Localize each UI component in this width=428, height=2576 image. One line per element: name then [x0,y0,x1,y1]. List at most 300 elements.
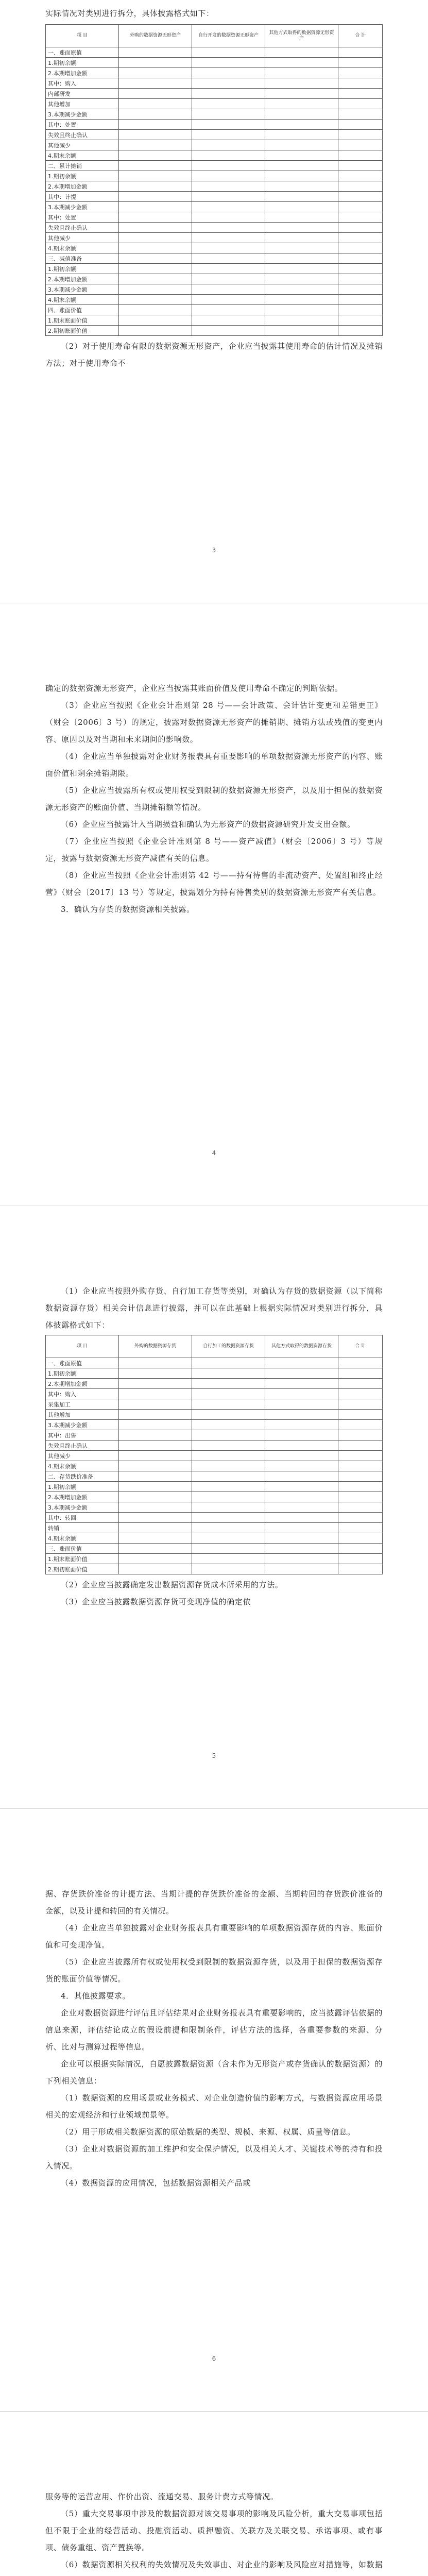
table-cell [338,1430,383,1440]
table-cell [119,1471,192,1482]
body-paragraph: （2）企业应当披露确定发出数据资源存货成本所采用的方法。 [61,1580,283,1589]
table-header-cell: 外购的数据资源存货 [119,1335,192,1358]
table-cell [338,1358,383,1368]
table-cell [192,192,265,202]
table-cell [265,243,338,253]
table-header-cell: 自行开发的数据资源无形资产 [192,25,265,47]
table-cell [192,295,265,305]
table-cell [192,243,265,253]
table-cell [192,1430,265,1440]
table-cell [119,243,192,253]
body-paragraph: （5）企业应当披露所有权或使用权受到限制的数据资源存货，以及用于担保的数据资源存货的账面价值等情况。 [45,1957,383,1984]
table-cell [192,305,265,315]
table-row [46,171,383,181]
table-cell [265,295,338,305]
table-row [46,1523,383,1533]
table-body [46,1358,383,1574]
table-cell [192,1492,265,1502]
table-cell [338,89,383,99]
table-cell [119,1379,192,1389]
table-header-row [46,25,383,47]
table-cell [265,1420,338,1430]
page-divider [0,1808,428,1809]
table-cell [119,171,192,181]
table-cell [338,99,383,109]
body-paragraph: （6）数据资源相关权利的失效情况及失效事由、对企业的影响及风险应对措施等，如数据 [61,2560,383,2569]
table-cell [265,1389,338,1399]
table-cell [119,1554,192,1564]
table-cell [119,305,192,315]
table-cell [265,1471,338,1482]
row-label: 其中：转回 [46,1513,119,1523]
table-cell [265,1482,338,1492]
table-row [46,233,383,243]
table-row [46,47,383,58]
table-cell [192,140,265,150]
table-cell [265,99,338,109]
table-row [46,1451,383,1461]
table-cell [192,181,265,192]
page-5-body [45,2488,383,2576]
table-cell [338,68,383,78]
table-cell [192,315,265,326]
table-cell [192,68,265,78]
table-cell [192,326,265,336]
table-cell [338,1533,383,1544]
table-cell [192,58,265,68]
table-cell [338,109,383,120]
document-page-4 [0,1808,428,2411]
row-label: 4.期末余额 [46,1533,119,1544]
table-row [46,78,383,89]
table-row [46,89,383,99]
table-header-cell: 合 计 [338,25,383,47]
page-number: 5 [212,1752,216,1759]
body-paragraph: （3）企业应当披露数据资源存货可变现净值的确定依 [61,1597,251,1606]
table-cell [265,1399,338,1410]
table-cell [265,78,338,89]
table-cell [265,130,338,140]
table-row [46,1399,383,1410]
row-label: 其中：出售 [46,1430,119,1440]
table-cell [119,1451,192,1461]
table-cell [119,1389,192,1399]
table-row [46,192,383,202]
table-cell [119,1502,192,1513]
page-3-intro [45,1283,383,1334]
body-paragraph: （3）企业对数据资源的加工维护和安全保护情况，以及相关人才、关键技术等的持有和投入情况。 [45,2144,383,2171]
table-cell [265,315,338,326]
body-paragraph: （2）用于形成相关数据资源的原始数据的类型、规模、来源、权属、质量等信息。 [61,2127,355,2137]
table-cell [265,68,338,78]
table-row [46,1544,383,1554]
table-row [46,1482,383,1492]
page-divider [0,2411,428,2412]
table-cell [338,274,383,284]
table-cell [192,109,265,120]
table-cell [338,1420,383,1430]
table-cell [338,233,383,243]
page-number: 4 [212,1149,216,1157]
table-cell [265,233,338,243]
row-label: 转销 [46,1523,119,1533]
table-cell [265,120,338,130]
table-cell [265,1358,338,1368]
body-paragraph: 企业对数据资源进行评估且评估结果对企业财务报表具有重要影响的，应当披露评估依据的信息来源，评估结论成立的假设前提和限制条件，评估方法的选择，各重要参数的来源、分析、比对与测算过程等信息。 [45,2008,383,2052]
table-cell [338,1379,383,1389]
table-cell [119,264,192,274]
row-label: 其他减少 [46,1451,119,1461]
row-label: 4.期末余额 [46,295,119,305]
page-2-body [45,680,383,918]
row-label: 内部研发 [46,89,119,99]
table-cell [265,1523,338,1533]
table-cell [265,1554,338,1564]
table-row [46,1368,383,1379]
table-cell [265,58,338,68]
document-page-3 [0,1206,428,1808]
table-cell [192,1564,265,1574]
table-cell [192,78,265,89]
row-label: 4.期末余额 [46,243,119,253]
table-cell [338,1410,383,1420]
table-cell [338,78,383,89]
table-header-cell: 其他方式取得的数据资源无形资产 [265,25,338,47]
table-cell [338,130,383,140]
table-cell [119,181,192,192]
table-cell [192,1389,265,1399]
table-cell [192,1482,265,1492]
row-label: 一、账面原值 [46,47,119,58]
table-cell [119,202,192,212]
table-cell [265,284,338,295]
table-cell [119,1440,192,1451]
row-label: 3.本期减少金额 [46,1502,119,1513]
row-label: 1.期初余额 [46,171,119,181]
row-label: 3.本期减少金额 [46,109,119,120]
table-cell [192,1379,265,1389]
table-cell [192,1513,265,1523]
table-cell [192,1451,265,1461]
body-paragraph: 据、存货跌价准备的计提方法、当期计提的存货跌价准备的金额、当期转回的存货跌价准备的金额，以及计提和转回的有关情况。 [45,1889,383,1916]
table-row [46,274,383,284]
row-label: 2.期初账面价值 [46,326,119,336]
table-cell [265,1513,338,1523]
table-cell [265,253,338,264]
table-cell [192,89,265,99]
intangible-asset-table [45,24,383,336]
row-label: 2.本期增加金额 [46,68,119,78]
table-cell [338,150,383,161]
table-cell [192,1554,265,1564]
table-cell [265,305,338,315]
row-label: 1.期初余额 [46,1368,119,1379]
body-paragraph: 服务等的运营应用、作价出资、流通交易、服务计费方式等情况。 [45,2492,279,2501]
row-label: 2.期初账面价值 [46,1564,119,1574]
row-label: 2.本期增加金额 [46,274,119,284]
table-cell [338,212,383,223]
table-cell [265,1368,338,1379]
row-label: 失效且终止确认 [46,1440,119,1451]
table-cell [119,1420,192,1430]
body-paragraph: （4）企业应当单独披露对企业财务报表具有重要影响的单项数据资源无形资产的内容、账面价值和剩余摊销期限。 [45,752,383,778]
row-label: 3.本期减少金额 [46,202,119,212]
table-cell [338,223,383,233]
table-row [46,264,383,274]
table-cell [119,212,192,223]
table-row [46,1513,383,1523]
row-label: 4.期末余额 [46,150,119,161]
table-cell [119,1523,192,1533]
body-paragraph: （8）企业应当按照《企业会计准则第 42 号——持有待售的非流动资产、处置组和终止经营》（财会〔2017〕13 号）等规定，披露划分为持有待售类别的数据资源无形资产有关信息。 [45,871,383,897]
table-cell [192,150,265,161]
table-cell [338,315,383,326]
table-row [46,99,383,109]
table-header-row [46,1335,383,1358]
page-number: 3 [212,547,216,554]
table-cell [338,1471,383,1482]
row-label: 其中：购入 [46,1389,119,1399]
table-cell [265,1502,338,1513]
table-cell [265,1461,338,1471]
table-cell [119,1358,192,1368]
table-cell [119,1533,192,1544]
row-label: 其他减少 [46,233,119,243]
table-cell [192,1410,265,1420]
table-cell [265,1533,338,1544]
table-header-cell: 自行加工的数据资源存货 [192,1335,265,1358]
table-cell [119,274,192,284]
row-label: 2.本期增加金额 [46,1379,119,1389]
table-cell [265,264,338,274]
table-cell [338,1544,383,1554]
table-cell [192,47,265,58]
table-cell [265,161,338,171]
table-cell [119,1513,192,1523]
body-paragraph: （5）重大交易事项中涉及的数据资源对该交易事项的影响及风险分析，重大交易事项包括但不限于企业的经营活动、投融资活动、质押融资、关联方及关联交易、承诺事项、或有事项、债务重组、资产置换等。 [45,2509,383,2552]
table-cell [119,223,192,233]
row-label: 二、累计摊销 [46,161,119,171]
row-label: 其他增加 [46,1410,119,1420]
table-row [46,212,383,223]
table-header-cell: 项 目 [46,1335,119,1358]
table-cell [192,1440,265,1451]
table-header-cell: 合 计 [338,1335,383,1358]
row-label: 3.本期减少金额 [46,284,119,295]
table-cell [192,202,265,212]
row-label: 其中：计提 [46,192,119,202]
table-cell [265,1492,338,1502]
table-cell [265,1564,338,1574]
table-cell [119,78,192,89]
table-cell [192,1399,265,1410]
row-label: 失效且终止确认 [46,130,119,140]
table-cell [265,1544,338,1554]
table-row [46,202,383,212]
table-cell [192,274,265,284]
table-row [46,130,383,140]
table-cell [338,1482,383,1492]
table-cell [265,109,338,120]
table-row [46,1502,383,1513]
row-label: 2.本期增加金额 [46,1492,119,1502]
table-row [46,326,383,336]
table-cell [119,1564,192,1574]
table-row [46,1492,383,1502]
table-cell [192,264,265,274]
body-paragraph: （1）数据资源的应用场景或业务模式、对企业创造价值的影响方式，与数据资源应用场景相关的宏观经济和行业领域前景等。 [45,2093,383,2120]
page-3-after [45,1577,383,1611]
table-cell [192,1461,265,1471]
table-row [46,1430,383,1440]
table-cell [192,1358,265,1368]
table-cell [265,202,338,212]
table-cell [119,284,192,295]
table-row [46,68,383,78]
table-cell [338,1389,383,1399]
table-cell [265,150,338,161]
table-cell [338,253,383,264]
table-header-cell: 项 目 [46,25,119,47]
table-cell [119,1482,192,1492]
row-label: 其中：处置 [46,120,119,130]
table-cell [119,89,192,99]
table-cell [119,99,192,109]
table-cell [265,326,338,336]
page-4-body [45,1886,383,2192]
document-page-1 [0,0,428,603]
table-cell [338,58,383,68]
table-cell [119,120,192,130]
row-label: 其中：处置 [46,212,119,223]
table-row [46,1358,383,1368]
table-cell [265,1379,338,1389]
table-cell [265,274,338,284]
table-cell [265,212,338,223]
table-cell [119,326,192,336]
table-cell [265,1410,338,1420]
row-label: 1.期初余额 [46,1482,119,1492]
body-paragraph: （5）企业应当披露所有权或使用权受到限制的数据资源无形资产，以及用于担保的数据资源无形资产的账面价值、当期摊销额等情况。 [45,786,383,812]
table-cell [119,1544,192,1554]
document-page-2 [0,603,428,1206]
table-cell [119,233,192,243]
table-cell [265,192,338,202]
row-label: 其他增加 [46,99,119,109]
row-label: 1.期初余额 [46,58,119,68]
body-paragraph: 4．其他披露要求。 [61,1991,130,2001]
table-cell [192,1523,265,1533]
table-cell [119,150,192,161]
intro-text: 实际情况对类别进行拆分，具体披露格式如下： [45,9,214,18]
row-label: 其他减少 [46,140,119,150]
table-header-cell: 外购的数据资源无形资产 [119,25,192,47]
row-label: 失效且终止确认 [46,223,119,233]
table-cell [265,181,338,192]
table-cell [338,1461,383,1471]
table-cell [338,120,383,130]
row-label: 1.期末账面价值 [46,315,119,326]
table-cell [265,47,338,58]
table-row [46,1554,383,1564]
row-label: 一、账面原值 [46,1358,119,1368]
table-cell [265,1451,338,1461]
table-cell [119,161,192,171]
row-label: 采集加工 [46,1399,119,1410]
table-cell [119,47,192,58]
table-cell [338,243,383,253]
table-cell [119,1492,192,1502]
table-cell [192,1544,265,1554]
table-row [46,223,383,233]
table-row [46,243,383,253]
table-cell [265,1430,338,1440]
table-cell [338,1564,383,1574]
table-cell [265,140,338,150]
body-paragraph: 3．确认为存货的数据资源相关披露。 [61,905,195,914]
table-cell [192,120,265,130]
table-cell [338,192,383,202]
body-paragraph: （7）企业应当按照《企业会计准则第 8 号——资产减值》（财会〔2006〕3 号）等规定，披露与数据资源无形资产减值有关的信息。 [45,837,383,863]
table-cell [119,109,192,120]
table-cell [338,202,383,212]
row-label: 3.本期减少金额 [46,1420,119,1430]
table-row [46,1410,383,1420]
table-cell [192,284,265,295]
table-row [46,284,383,295]
table-row [46,1461,383,1471]
table-cell [192,1502,265,1513]
table-cell [192,223,265,233]
table-cell [119,130,192,140]
row-label: 4.期末余额 [46,1461,119,1471]
table-row [46,161,383,171]
body-paragraph: （2）对于使用寿命有限的数据资源无形资产，企业应当披露其使用寿命的估计情况及摊销方法；对于使用寿命不 [45,342,383,368]
table-cell [338,1399,383,1410]
table-cell [338,295,383,305]
table-cell [265,223,338,233]
body-paragraph: （1）企业应当按照外购存货、自行加工存货等类别，对确认为存货的数据资源（以下简称数据资源存货）相关会计信息进行披露，并可以在此基础上根据实际情况对类别进行拆分，具体披露格式如下： [45,1286,383,1330]
page-number: 6 [212,2355,216,2362]
table-cell [192,212,265,223]
inventory-table [45,1335,383,1574]
table-row [46,58,383,68]
table-row [46,120,383,130]
body-paragraph: （4）企业应当单独披露对企业财务报表具有重要影响的单项数据资源存货的内容、账面价值和可变现净值。 [45,1923,383,1950]
table-cell [338,1523,383,1533]
table-cell [192,1420,265,1430]
table-cell [192,1471,265,1482]
table-cell [192,233,265,243]
table-cell [192,1533,265,1544]
table-header-cell: 其他方式取得的数据资源存货 [265,1335,338,1358]
table-cell [338,326,383,336]
table-row [46,150,383,161]
row-label: 二、存货跌价准备 [46,1471,119,1482]
table-cell [192,161,265,171]
table-cell [338,1502,383,1513]
table-cell [265,1440,338,1451]
document-page-5 [0,2411,428,2576]
table-row [46,1533,383,1544]
row-label: 三、账面价值 [46,1544,119,1554]
row-label: 四、账面价值 [46,305,119,315]
table-cell [265,89,338,99]
table-row [46,181,383,192]
table-cell [119,253,192,264]
table-cell [119,68,192,78]
table-cell [338,305,383,315]
